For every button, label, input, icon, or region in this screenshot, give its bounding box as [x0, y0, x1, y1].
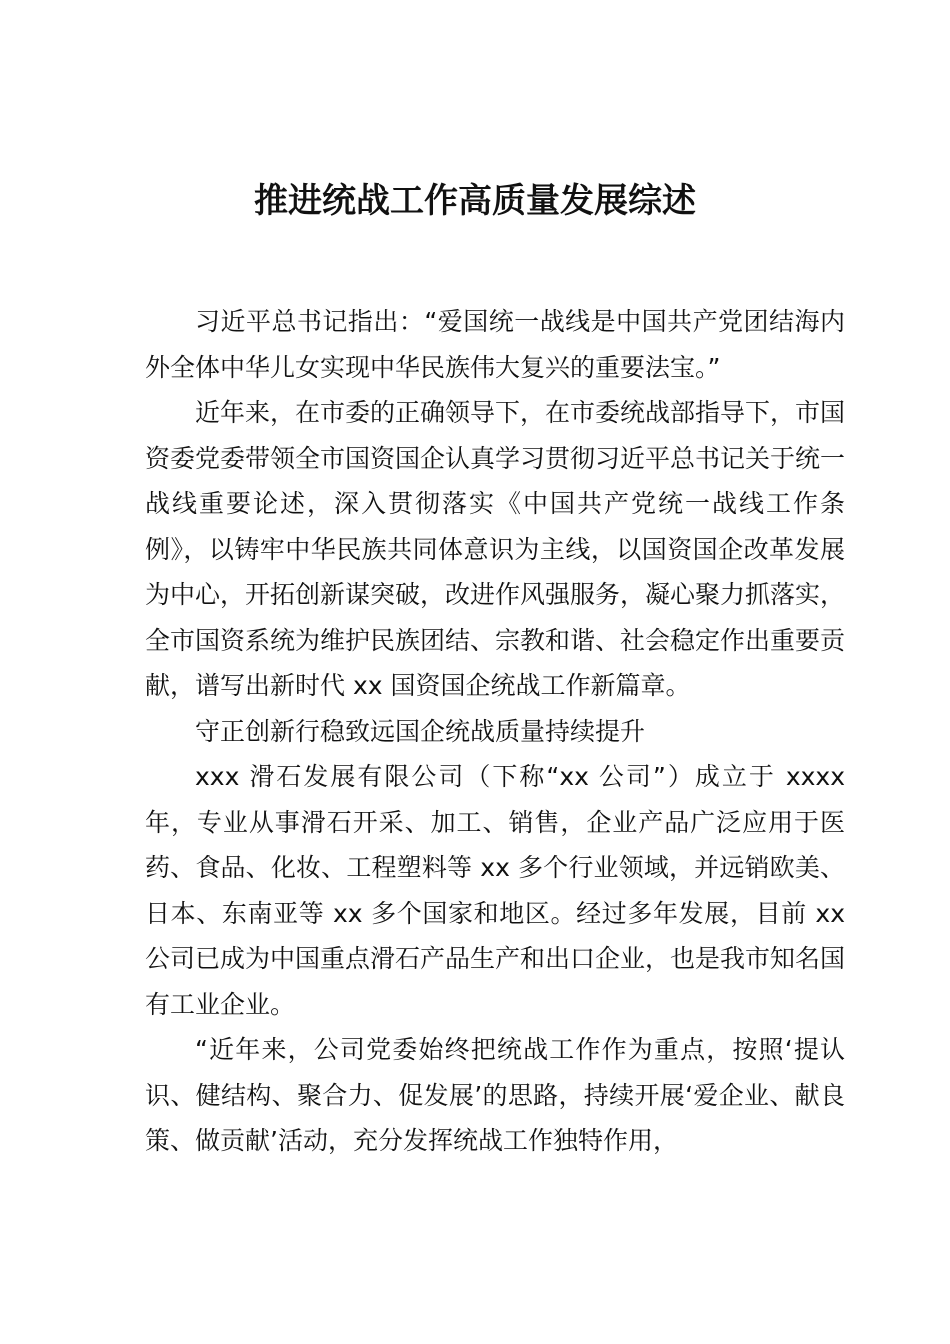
document-body [145, 299, 845, 1164]
paragraph-company: xxx 滑石发展有限公司（下称“xx 公司”）成立于 xxxx 年，专业从事滑石开采、加工、销售，企业产品广泛应用于医药、食品、化妆、工程塑料等 xx 多个行业领域，并远销欧美、日本、东南亚等 xx 多个国家和地区。经过多年发展，目前 xx 公司已成为中国重点滑石产品生产和出口企业，也是我市知名国有工业企业。 [145, 762, 846, 1019]
document-title: 推进统战工作高质量发展综述 [254, 181, 696, 221]
section-heading: 守正创新行稳致远国企统战质量持续提升 [195, 716, 646, 746]
paragraph-overview: 近年来，在市委的正确领导下，在市委统战部指导下，市国资委党委带领全市国资国企认真学习贯彻习近平总书记关于统一战线重要论述，深入贯彻落实《中国共产党统一战线工作条例》，以铸牢中华民族共同体意识为主线，以国资国企改革发展为中心，开拓创新谋突破，改进作风强服务，凝心聚力抓落实，全市国资系统为维护民族团结、宗教和谐、社会稳定作出重要贡献，谱写出新时代 xx 国资国企统战工作新篇章。 [145, 398, 846, 700]
paragraph-party-committee: “近年来，公司党委始终把统战工作作为重点，按照‘提认识、健结构、聚合力、促发展’的思路，持续开展‘爱企业、献良策、做贡献’活动，充分发挥统战工作独特作用， [145, 1035, 845, 1155]
paragraph-quote: 习近平总书记指出：“爱国统一战线是中国共产党团结海内外全体中华儿女实现中华民族伟大复兴的重要法宝。” [145, 307, 845, 382]
